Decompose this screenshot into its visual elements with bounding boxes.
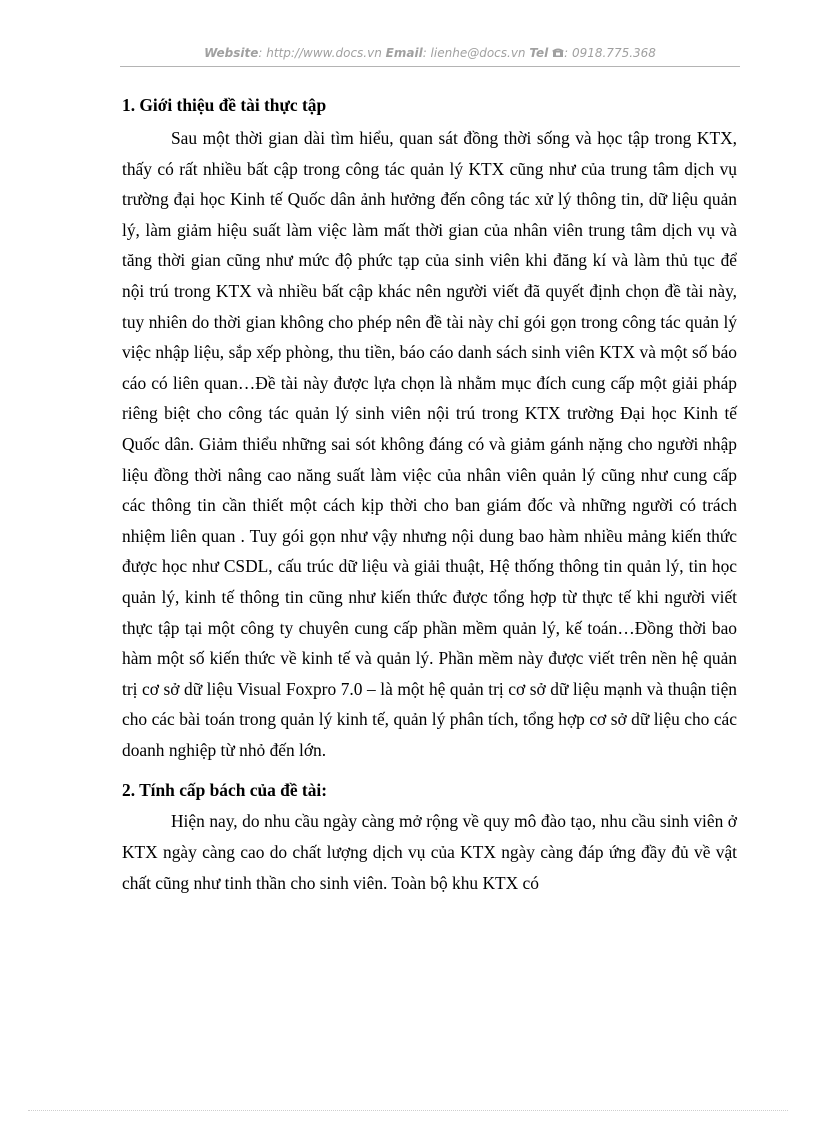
section-heading-urgency: 2. Tính cấp bách của đề tài: (122, 780, 328, 801)
website-value: : http://www.docs.vn (258, 46, 382, 60)
phone-icon (552, 47, 564, 61)
section-paragraph-intro: Sau một thời gian dài tìm hiểu, quan sát đồng thời sống và học tập trong KTX, thấy có rất nhiều bất cập trong công tác quản lý KTX cũng như của trung tâm dịch vụ trường đại học Kinh tế Quốc dân ảnh hưởng đến công tác xử lý thông tin, dữ liệu quản lý, làm giảm hiệu suất làm việc làm mất thời gian của nhân viên trung tâm dịch vụ và tăng thời gian cũng như mức độ phức tạp của sinh viên khi đăng kí và làm thủ tục để nội trú trong KTX và nhiều bất cập khác nên người viết đã quyết định chọn đề tài này, tuy nhiên do thời gian không cho phép nên đề tài này chỉ gói gọn trong công tác quản lý việc nhập liệu, sắp xếp phòng, thu tiền, báo cáo danh sách sinh viên KTX và một số báo cáo có liên quan…Đề tài này được lựa chọn là nhằm mục đích cung cấp một giải pháp riêng biệt cho công tác quản lý sinh viên nội trú trong KTX trường Đại học Kinh tế Quốc dân. Giảm thiểu những sai sót không đáng có và giảm gánh nặng cho người nhập liệu đồng thời nâng cao năng suất làm việc của nhân viên quản lý cũng như cung cấp các thông tin cần thiết một cách kịp thời cho ban giám đốc và những người có trách nhiệm liên quan . Tuy gói gọn như vậy nhưng nội dung bao hàm nhiều mảng kiến thức được học như CSDL, cấu trúc dữ liệu và giải thuật, Hệ thống thông tin quản lý, tin học quản lý, kinh tế thông tin cũng như kiến thức được tổng hợp từ thực tế khi người viết thực tập tại một công ty chuyên cung cấp phần mềm quản lý, kế toán…Đồng thời bao hàm một số kiến thức về kinh tế và quản lý. Phần mềm này được viết trên nền hệ quản trị cơ sở dữ liệu Visual Foxpro 7.0 – là một hệ quản trị cơ sở dữ liệu mạnh và thuận tiện cho các bài toán trong quản lý kinh tế, quản lý phân tích, tổng hợp cơ sở dữ liệu cho các doanh nghiệp từ nhỏ đến lớn. (122, 128, 737, 760)
header-rule (120, 66, 740, 67)
section-paragraph-urgency: Hiện nay, do nhu cầu ngày càng mở rộng về quy mô đào tạo, nhu cầu sinh viên ở KTX ngày càng cao do chất lượng dịch vụ của KTX ngày càng đáp ứng đầy đủ về vật chất cũng như tinh thần cho sinh viên. Toàn bộ khu KTX có (122, 811, 737, 893)
tel-label: Tel (529, 46, 549, 60)
page-header (120, 46, 740, 61)
tel-value: : 0918.775.368 (564, 46, 656, 60)
website-label: Website (204, 46, 259, 60)
document-body (122, 92, 737, 898)
section-heading-intro: 1. Giới thiệu đề tài thực tập (122, 95, 327, 115)
footer-dotted-line (28, 1110, 788, 1111)
email-label: Email (385, 46, 423, 60)
email-value: : lienhe@docs.vn (422, 46, 526, 60)
